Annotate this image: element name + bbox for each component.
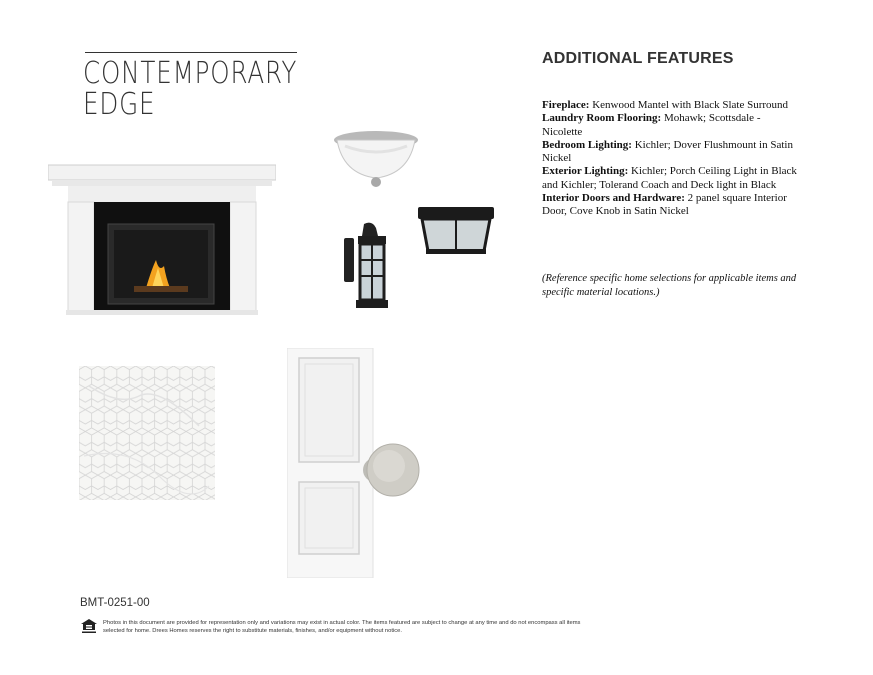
feature-label: Laundry Room Flooring:	[542, 112, 662, 125]
disclaimer: Photos in this document are provided for representation only and variations may exist in actual color. The items featured are subject to change at any time and do not encompass all items selected for home. Drees Homes reserves the right to substitute materials, finishes, and/or equipment without notice.	[103, 620, 581, 634]
feature-label: Exterior Lighting:	[542, 165, 629, 178]
feature-value: 2 panel square Interior Door, Cove Knob in Satin Nickel	[542, 192, 787, 218]
feature-value: Kenwood Mantel with Black Slate Surround	[592, 99, 789, 111]
features-heading: ADDITIONAL FEATURES	[542, 50, 734, 67]
flushmount-light-image	[333, 128, 419, 190]
feature-label: Fireplace:	[542, 99, 590, 111]
equal-housing-icon	[80, 618, 98, 634]
feature-value: Mohawk; Scottsdale - Nicolette	[542, 112, 761, 138]
two-panel-door-image	[287, 348, 421, 578]
coach-light-image	[342, 222, 392, 310]
hexagon-tile-image	[79, 366, 215, 500]
collection-title-line2: EDGE	[83, 87, 156, 122]
feature-laundry-flooring	[542, 112, 800, 139]
feature-value: Kichler; Dover Flushmount in Satin Nickel	[542, 138, 793, 165]
feature-value: Kichler; Porch Ceiling Light in Black and Kichler; Tolerand Coach and Deck light in Black	[542, 165, 797, 191]
feature-interior-doors	[542, 192, 800, 219]
feature-label: Bedroom Lighting:	[542, 138, 632, 151]
title-rule	[85, 52, 297, 53]
feature-bedroom-lighting	[542, 139, 800, 166]
feature-exterior-lighting	[542, 165, 800, 192]
selection-note: (Reference specific home selections for applicable items and specific material locations.)	[542, 273, 797, 298]
feature-fireplace	[542, 99, 800, 112]
porch-ceiling-light-image	[416, 205, 496, 255]
collection-title	[83, 56, 298, 122]
collection-title-line1: CONTEMPORARY	[83, 56, 298, 91]
fireplace-image	[48, 160, 276, 315]
plan-code: BMT-0251-00	[80, 597, 150, 609]
feature-label: Interior Doors and Hardware:	[542, 192, 685, 205]
features-list	[542, 99, 800, 219]
